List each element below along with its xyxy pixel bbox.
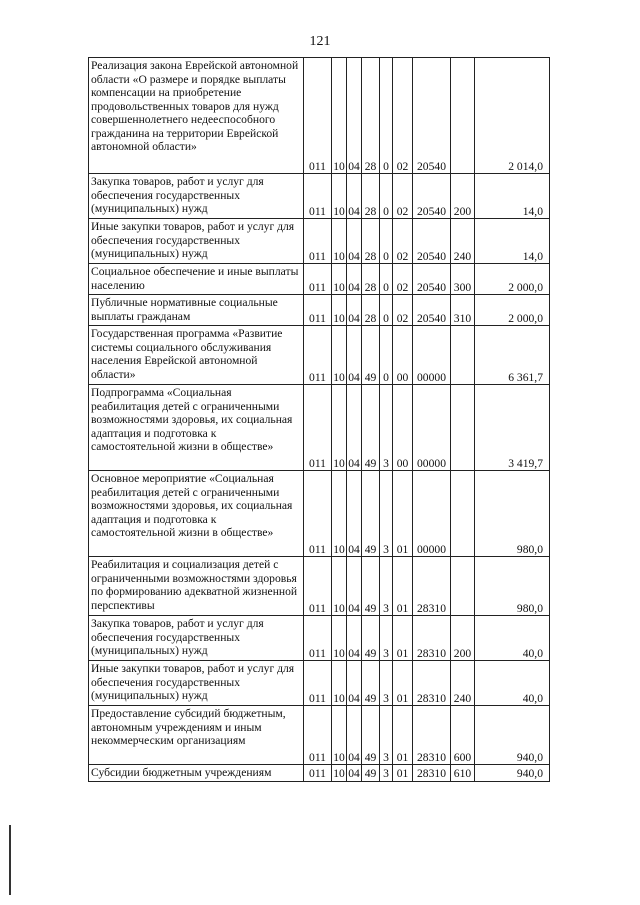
subprogram-code: 0: [380, 58, 393, 174]
ministry-code: 011: [304, 661, 332, 706]
section-code: 10: [332, 706, 347, 765]
expense-type-code: 610: [451, 765, 475, 782]
event-code: 00: [393, 326, 413, 385]
event-code: 01: [393, 706, 413, 765]
table-row: [89, 557, 550, 616]
table-row: [89, 58, 550, 174]
subsection-code: 04: [347, 661, 362, 706]
ministry-code: 011: [304, 385, 332, 471]
row-name: Реабилитация и социализация детей с ограниченными возможностями здоровья по формированию адекватной жизненной перспективы: [89, 557, 304, 616]
ministry-code: 011: [304, 471, 332, 557]
amount-value: 940,0: [475, 765, 550, 782]
table-row: [89, 174, 550, 219]
subprogram-code: 3: [380, 661, 393, 706]
ministry-code: 011: [304, 58, 332, 174]
budget-table-body: [89, 58, 550, 782]
table-row: [89, 385, 550, 471]
expense-type-code: [451, 557, 475, 616]
amount-value: 14,0: [475, 219, 550, 264]
table-row: [89, 706, 550, 765]
subsection-code: 04: [347, 326, 362, 385]
program-code: 28: [362, 219, 380, 264]
subsection-code: 04: [347, 174, 362, 219]
section-code: 10: [332, 264, 347, 295]
row-name: Субсидии бюджетным учреждениям: [89, 765, 304, 782]
amount-value: 2 000,0: [475, 295, 550, 326]
table-row: [89, 765, 550, 782]
amount-value: 14,0: [475, 174, 550, 219]
row-name: Иные закупки товаров, работ и услуг для обеспечения государственных (муниципальных) нужд: [89, 661, 304, 706]
subprogram-code: 0: [380, 295, 393, 326]
direction-code: 28310: [413, 616, 451, 661]
program-code: 28: [362, 295, 380, 326]
subsection-code: 04: [347, 706, 362, 765]
table-row: [89, 326, 550, 385]
table-row: [89, 295, 550, 326]
program-code: 28: [362, 58, 380, 174]
program-code: 49: [362, 706, 380, 765]
event-code: 01: [393, 616, 413, 661]
program-code: 49: [362, 557, 380, 616]
section-code: 10: [332, 385, 347, 471]
subsection-code: 04: [347, 765, 362, 782]
section-code: 10: [332, 295, 347, 326]
event-code: 02: [393, 219, 413, 264]
amount-value: 40,0: [475, 616, 550, 661]
expense-type-code: [451, 471, 475, 557]
subprogram-code: 3: [380, 557, 393, 616]
expense-type-code: 240: [451, 661, 475, 706]
table-row: [89, 264, 550, 295]
event-code: 01: [393, 661, 413, 706]
ministry-code: 011: [304, 264, 332, 295]
budget-table: [88, 57, 550, 782]
ministry-code: 011: [304, 326, 332, 385]
direction-code: 00000: [413, 385, 451, 471]
direction-code: 28310: [413, 765, 451, 782]
row-name: Иные закупки товаров, работ и услуг для обеспечения государственных (муниципальных) нужд: [89, 219, 304, 264]
subsection-code: 04: [347, 471, 362, 557]
expense-type-code: 240: [451, 219, 475, 264]
row-name: Государственная программа «Развитие системы социального обслуживания населения Еврейской автономной области»: [89, 326, 304, 385]
subprogram-code: 3: [380, 471, 393, 557]
margin-line: [9, 825, 11, 895]
direction-code: 28310: [413, 706, 451, 765]
amount-value: 980,0: [475, 471, 550, 557]
ministry-code: 011: [304, 706, 332, 765]
amount-value: 980,0: [475, 557, 550, 616]
event-code: 02: [393, 264, 413, 295]
amount-value: 940,0: [475, 706, 550, 765]
ministry-code: 011: [304, 295, 332, 326]
event-code: 01: [393, 765, 413, 782]
subsection-code: 04: [347, 264, 362, 295]
event-code: 01: [393, 557, 413, 616]
ministry-code: 011: [304, 557, 332, 616]
direction-code: 20540: [413, 58, 451, 174]
subprogram-code: 3: [380, 706, 393, 765]
section-code: 10: [332, 616, 347, 661]
direction-code: 00000: [413, 471, 451, 557]
program-code: 28: [362, 174, 380, 219]
row-name: Подпрограмма «Социальная реабилитация детей с ограниченными возможностями здоровья, их социальная адаптация и подготовка к самостоятельной жизни в обществе»: [89, 385, 304, 471]
subsection-code: 04: [347, 58, 362, 174]
event-code: 02: [393, 295, 413, 326]
subsection-code: 04: [347, 616, 362, 661]
program-code: 49: [362, 326, 380, 385]
table-row: [89, 616, 550, 661]
section-code: 10: [332, 471, 347, 557]
section-code: 10: [332, 219, 347, 264]
row-name: Реализация закона Еврейской автономной области «О размере и порядке выплаты компенсации на приобретение продовольственных товаров для нужд совершеннолетнего недееспособного гражданина на территории Еврейской автономной области»: [89, 58, 304, 174]
program-code: 49: [362, 616, 380, 661]
direction-code: 20540: [413, 264, 451, 295]
expense-type-code: 200: [451, 174, 475, 219]
section-code: 10: [332, 661, 347, 706]
ministry-code: 011: [304, 174, 332, 219]
subprogram-code: 0: [380, 264, 393, 295]
event-code: 02: [393, 58, 413, 174]
direction-code: 00000: [413, 326, 451, 385]
amount-value: 3 419,7: [475, 385, 550, 471]
subprogram-code: 3: [380, 385, 393, 471]
event-code: 02: [393, 174, 413, 219]
subsection-code: 04: [347, 219, 362, 264]
row-name: Закупка товаров, работ и услуг для обеспечения государственных (муниципальных) нужд: [89, 174, 304, 219]
program-code: 49: [362, 471, 380, 557]
program-code: 49: [362, 765, 380, 782]
table-row: [89, 219, 550, 264]
amount-value: 40,0: [475, 661, 550, 706]
direction-code: 20540: [413, 174, 451, 219]
row-name: Публичные нормативные социальные выплаты гражданам: [89, 295, 304, 326]
row-name: Социальное обеспечение и иные выплаты населению: [89, 264, 304, 295]
program-code: 28: [362, 264, 380, 295]
expense-type-code: 300: [451, 264, 475, 295]
amount-value: 6 361,7: [475, 326, 550, 385]
subprogram-code: 3: [380, 765, 393, 782]
expense-type-code: 600: [451, 706, 475, 765]
subsection-code: 04: [347, 295, 362, 326]
row-name: Закупка товаров, работ и услуг для обеспечения государственных (муниципальных) нужд: [89, 616, 304, 661]
direction-code: 20540: [413, 295, 451, 326]
row-name: Предоставление субсидий бюджетным, автономным учреждениям и иным некоммерческим организациям: [89, 706, 304, 765]
direction-code: 28310: [413, 557, 451, 616]
subsection-code: 04: [347, 385, 362, 471]
event-code: 00: [393, 385, 413, 471]
section-code: 10: [332, 58, 347, 174]
expense-type-code: 310: [451, 295, 475, 326]
subprogram-code: 0: [380, 219, 393, 264]
section-code: 10: [332, 765, 347, 782]
subsection-code: 04: [347, 557, 362, 616]
section-code: 10: [332, 174, 347, 219]
event-code: 01: [393, 471, 413, 557]
subprogram-code: 0: [380, 326, 393, 385]
expense-type-code: [451, 326, 475, 385]
section-code: 10: [332, 326, 347, 385]
direction-code: 20540: [413, 219, 451, 264]
amount-value: 2 014,0: [475, 58, 550, 174]
table-row: [89, 471, 550, 557]
program-code: 49: [362, 385, 380, 471]
ministry-code: 011: [304, 616, 332, 661]
direction-code: 28310: [413, 661, 451, 706]
subprogram-code: 3: [380, 616, 393, 661]
section-code: 10: [332, 557, 347, 616]
ministry-code: 011: [304, 219, 332, 264]
expense-type-code: 200: [451, 616, 475, 661]
table-row: [89, 661, 550, 706]
row-name: Основное мероприятие «Социальная реабилитация детей с ограниченными возможностями здоровья, их социальная адаптация и подготовка к самостоятельной жизни в обществе»: [89, 471, 304, 557]
expense-type-code: [451, 385, 475, 471]
subprogram-code: 0: [380, 174, 393, 219]
page-number: 121: [309, 34, 331, 49]
expense-type-code: [451, 58, 475, 174]
ministry-code: 011: [304, 765, 332, 782]
program-code: 49: [362, 661, 380, 706]
amount-value: 2 000,0: [475, 264, 550, 295]
